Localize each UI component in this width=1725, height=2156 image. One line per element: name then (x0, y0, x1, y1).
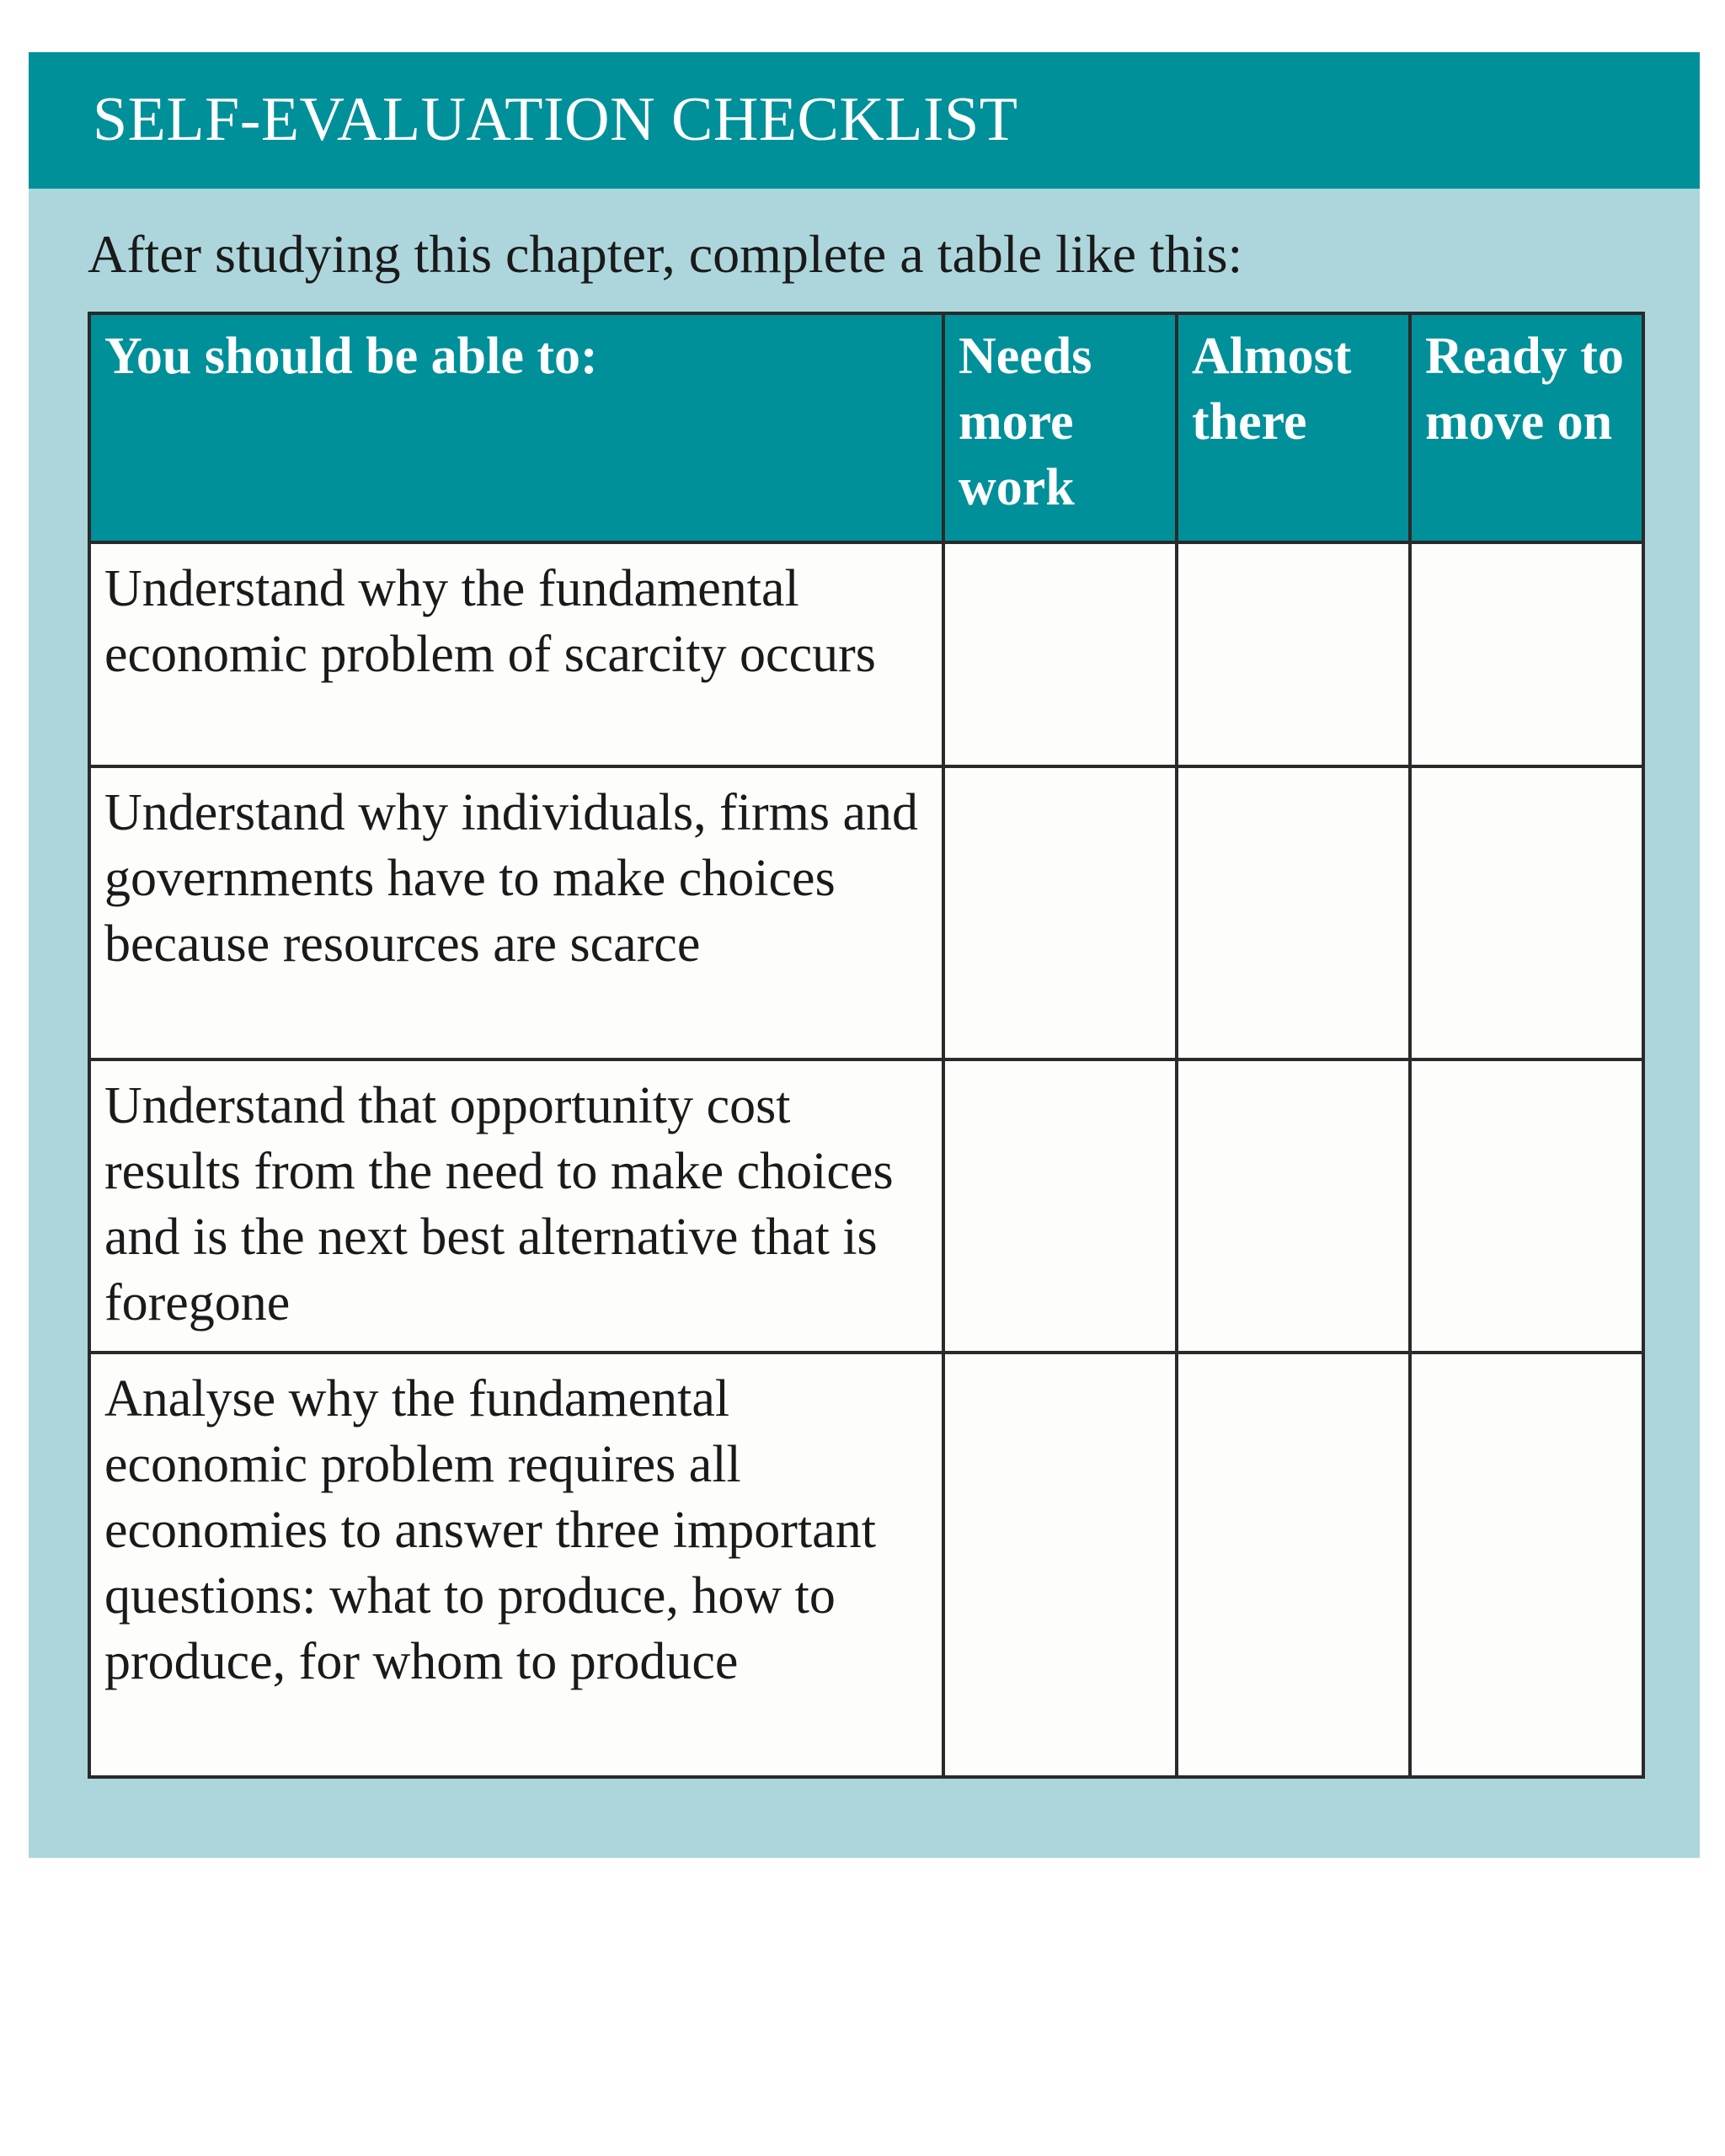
header-ready-to-move-on: Ready to move on (1410, 313, 1643, 542)
almost-there-cell[interactable] (1177, 766, 1410, 1059)
almost-there-cell[interactable] (1177, 1353, 1410, 1777)
almost-there-cell[interactable] (1177, 542, 1410, 766)
header-almost-there: Almost there (1177, 313, 1410, 542)
needs-more-work-cell[interactable] (943, 1059, 1177, 1353)
ready-to-move-on-cell[interactable] (1410, 766, 1643, 1059)
header-needs-more-work: Needs more work (943, 313, 1177, 542)
skill-cell: Understand that opportunity cost results from the need to make choices and is the next best alternative that is foregone (89, 1059, 943, 1353)
skill-cell: Understand why the fundamental economic problem of scarcity occurs (89, 542, 943, 766)
checklist-banner (29, 52, 1700, 189)
table-row (89, 542, 1643, 766)
header-row (89, 313, 1643, 542)
almost-there-cell[interactable] (1177, 1059, 1410, 1353)
header-skill: You should be able to: (89, 313, 943, 542)
needs-more-work-cell[interactable] (943, 766, 1177, 1059)
intro-text: After studying this chapter, complete a table like this: (88, 224, 1243, 284)
table-row (89, 1353, 1643, 1777)
ready-to-move-on-cell[interactable] (1410, 542, 1643, 766)
checklist-title: SELF-EVALUATION CHECKLIST (93, 85, 1018, 154)
needs-more-work-cell[interactable] (943, 542, 1177, 766)
skill-cell: Understand why individuals, firms and governments have to make choices because resources are scarce (89, 766, 943, 1059)
table-row (89, 1059, 1643, 1353)
needs-more-work-cell[interactable] (943, 1353, 1177, 1777)
ready-to-move-on-cell[interactable] (1410, 1353, 1643, 1777)
self-evaluation-panel (29, 52, 1700, 1858)
skill-cell: Analyse why the fundamental economic problem requires all economies to answer three important questions: what to produce, how to produce, for whom to produce (89, 1353, 943, 1777)
ready-to-move-on-cell[interactable] (1410, 1059, 1643, 1353)
checklist-table (88, 312, 1645, 1779)
table-row (89, 766, 1643, 1059)
